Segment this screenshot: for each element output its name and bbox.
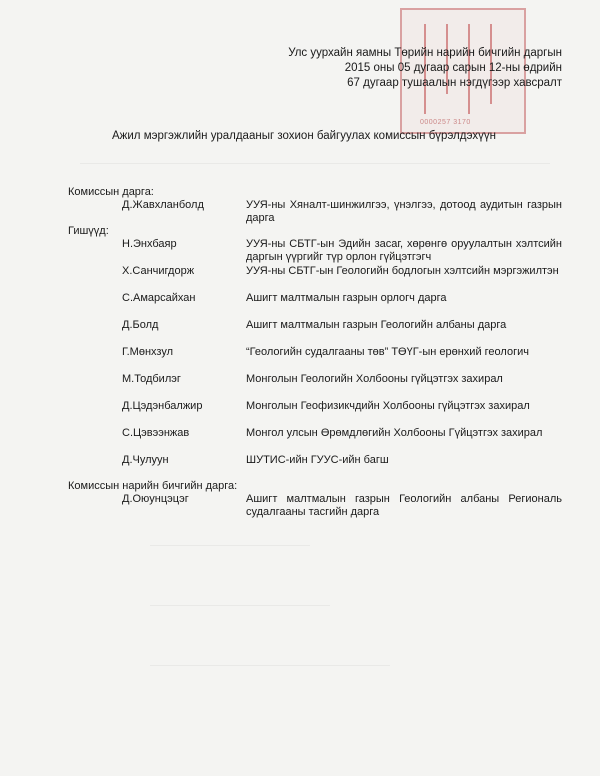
bleed-through-text: ————————————————————————: [150, 660, 390, 671]
member-position: Ашигт малтмалын газрын Геологийн албаны дарга: [246, 319, 507, 331]
member-name: Д.Болд: [122, 319, 159, 331]
member-name: Д.Жавхланболд: [122, 199, 204, 211]
annex-header: [280, 46, 562, 91]
member-position: ШУТИС-ийн ГУУС-ийн багш: [246, 454, 389, 466]
member-name: Х.Санчигдорж: [122, 265, 195, 277]
bleed-through-text: ————————————————: [150, 540, 310, 551]
member-name: С.Амарсайхан: [122, 292, 196, 304]
seal-serial: 0000257 3170: [420, 119, 471, 126]
member-name: Д.Цэдэнбалжир: [122, 400, 203, 412]
member-name: Г.Мөнхзул: [122, 346, 173, 358]
member-position: УУЯ-ны СБТГ-ын Геологийн бодлогын хэлтсийн мэргэжилтэн: [246, 265, 559, 277]
member-position: УУЯ-ны Хяналт-шинжилгээ, үнэлгээ, дотоод аудитын газрын дарга: [246, 199, 562, 224]
member-name: Н.Энхбаяр: [122, 238, 177, 250]
member-name: Д.Оюунцэцэг: [122, 493, 189, 505]
header-line-3: 67 дугаар тушаалын нэгдүгээр хавсралт: [347, 77, 562, 89]
bleed-through-text: ———————————————————————————————————————————————: [80, 158, 550, 169]
member-position: “Геологийн судалгааны төв” ТӨҮГ-ын ерөнхий геологич: [246, 346, 529, 358]
member-position: Ашигт малтмалын газрын орлогч дарга: [246, 292, 447, 304]
secretary-label: Комиссын нарийн бичгийн дарга:: [68, 480, 238, 492]
header-line-1: Улс уурхайн яамны Төрийн нарийн бичгийн даргын: [288, 47, 562, 59]
members-label: Гишүүд:: [68, 225, 109, 237]
member-position: Монголын Геофизикчдийн Холбооны гүйцэтгэх захирал: [246, 400, 530, 412]
member-name: С.Цэвээнжав: [122, 427, 190, 439]
member-position: Монголын Геологийн Холбооны гүйцэтгэх захирал: [246, 373, 503, 385]
document-title: Ажил мэргэжлийн уралдааныг зохион байгуулах комиссын бүрэлдэхүүн: [112, 130, 496, 142]
member-name: М.Тодбилэг: [122, 373, 181, 385]
bleed-through-text: ——————————————————: [150, 600, 330, 611]
member-position: Монгол улсын Өрөмдлөгийн Холбооны Гүйцэтгэх захирал: [246, 427, 543, 439]
chair-label: Комиссын дарга:: [68, 186, 154, 198]
header-line-2: 2015 оны 05 дугаар сарын 12-ны өдрийн: [344, 62, 562, 74]
member-name: Д.Чулуун: [122, 454, 169, 466]
member-position: УУЯ-ны СБТГ-ын Эдийн засаг, хөрөнгө оруулалтын хэлтсийн даргын үүргийг түр орлон гүйцэтгэгч: [246, 238, 562, 263]
member-position: Ашигт малтмалын газрын Геологийн албаны Региональ судалгааны тасгийн дарга: [246, 493, 562, 518]
